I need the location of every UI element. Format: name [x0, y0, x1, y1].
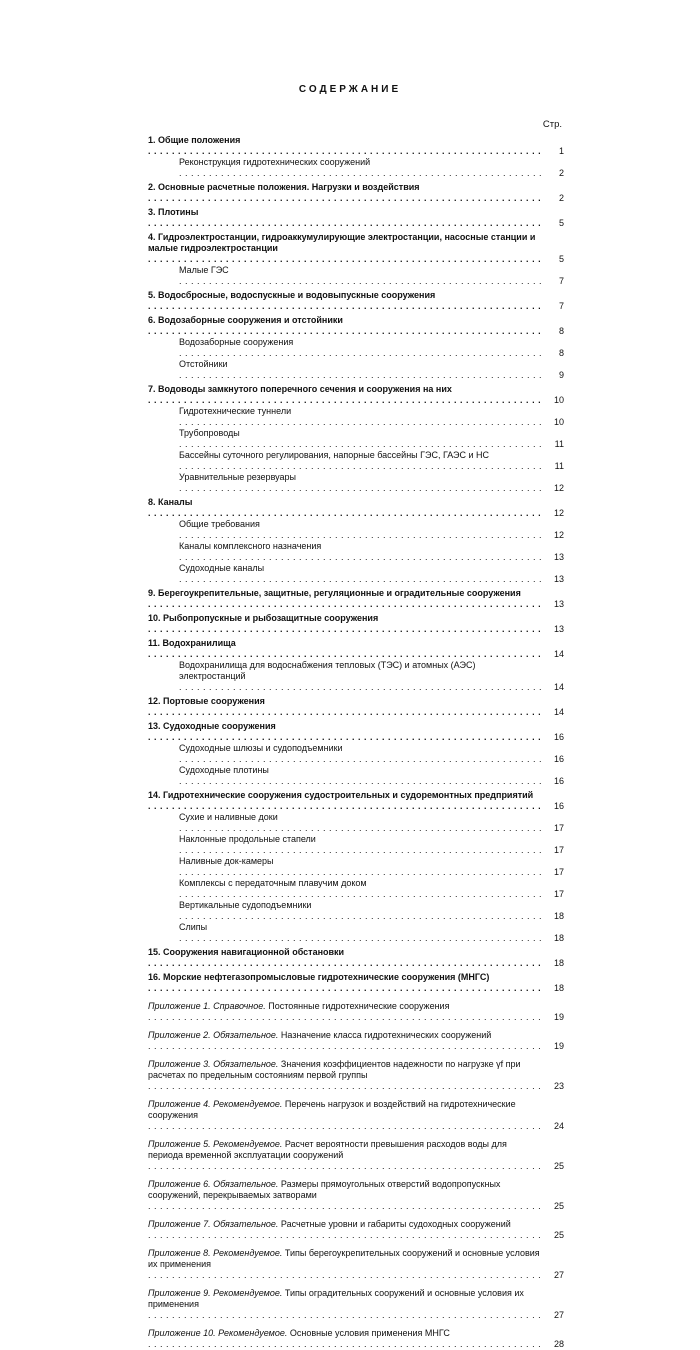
toc-appendix-entry[interactable] — [148, 1139, 564, 1172]
toc-entry[interactable] — [148, 497, 564, 519]
toc-page-number: 1 — [542, 146, 564, 157]
leader-dots — [179, 574, 564, 584]
toc-entry-text: Малые ГЭС — [179, 265, 229, 275]
toc-subentry[interactable] — [148, 541, 564, 563]
toc-page-number: 17 — [542, 845, 564, 856]
toc-entry-text: Сухие и наливные доки — [179, 812, 278, 822]
toc-page-number: 12 — [542, 483, 564, 494]
toc-appendix-label: Приложение 9. Рекомендуемое. — [148, 1288, 285, 1298]
toc-entry-text: Типы оградительных сооружений и основные условия их применения — [148, 1288, 524, 1309]
toc-entry[interactable] — [148, 135, 564, 157]
toc-page-number: 17 — [542, 867, 564, 878]
toc-page-number: 2 — [542, 168, 564, 179]
toc-page-number: 14 — [542, 649, 564, 660]
leader-dots — [148, 1201, 564, 1211]
leader-dots — [148, 254, 564, 264]
toc-page-number: 18 — [542, 958, 564, 969]
toc-appendix-label: Приложение 7. Обязательное. — [148, 1219, 281, 1229]
toc-entry[interactable] — [148, 182, 564, 204]
toc-entry-text: Отстойники — [179, 359, 228, 369]
leader-dots — [179, 348, 564, 358]
toc-appendix-label: Приложение 3. Обязательное. — [148, 1059, 281, 1069]
leader-dots — [179, 867, 564, 877]
leader-dots — [179, 933, 564, 943]
leader-dots — [148, 983, 564, 993]
toc-entry-text: Наливные док-камеры — [179, 856, 274, 866]
toc-appendix-entry[interactable] — [148, 1219, 564, 1241]
toc-entry-text: Бассейны суточного регулирования, напорные бассейны ГЭС, ГАЭС и НС — [179, 450, 490, 460]
toc-entry-text: Судоходные каналы — [179, 563, 265, 573]
toc-entry-text: Расчетные уровни и габариты судоходных сооружений — [280, 1219, 511, 1229]
toc-entry-text: Судоходные шлюзы и судоподъемники — [179, 743, 343, 753]
toc-appendix-entry[interactable] — [148, 1328, 564, 1350]
leader-dots — [148, 649, 564, 659]
toc-entry-text: Значения коэффициентов надежности по нагрузке γf при расчетах по предельным состояниям первой группы — [148, 1059, 521, 1080]
toc-entry-text: 11. Водохранилища — [148, 638, 236, 648]
leader-dots — [148, 1230, 564, 1240]
toc-subentry[interactable] — [148, 834, 564, 856]
toc-page-number: 10 — [542, 395, 564, 406]
leader-dots — [148, 1012, 564, 1022]
leader-dots — [148, 707, 564, 717]
leader-dots — [148, 395, 564, 405]
leader-dots — [179, 845, 564, 855]
toc-entry-text: Общие требования — [179, 519, 260, 529]
toc-entry[interactable] — [148, 207, 564, 229]
toc-page-number: 23 — [542, 1081, 564, 1092]
toc-appendix-label: Приложение 1. Справочное. — [148, 1001, 269, 1011]
toc-entry-text: 5. Водосбросные, водоспускные и водовыпускные сооружения — [148, 290, 436, 300]
toc-page-number: 27 — [542, 1310, 564, 1321]
toc-page-number: 18 — [542, 911, 564, 922]
toc-page-number: 16 — [542, 801, 564, 812]
toc-entry-text: 10. Рыбопропускные и рыбозащитные сооружения — [148, 613, 379, 623]
toc-entry[interactable] — [148, 290, 564, 312]
toc-entry[interactable] — [148, 588, 564, 610]
toc-entry-text: Гидротехнические туннели — [179, 406, 292, 416]
toc-appendix-entry[interactable] — [148, 1248, 564, 1281]
toc-entry-text: 4. Гидроэлектростанции, гидроаккумулирующие электростанции, насосные станции и малые гидроэлектростанции — [148, 232, 536, 253]
toc-appendix-entry[interactable] — [148, 1099, 564, 1132]
toc-subentry[interactable] — [148, 878, 564, 900]
toc-page-number: 2 — [542, 193, 564, 204]
toc-entry-text: Постоянные гидротехнические сооружения — [268, 1001, 450, 1011]
toc-page-number: 7 — [542, 301, 564, 312]
toc-entry-text: 7. Водоводы замкнутого поперечного сечения и сооружения на них — [148, 384, 452, 394]
toc-page-number: 14 — [542, 707, 564, 718]
toc-page-number: 16 — [542, 732, 564, 743]
toc-appendix-label: Приложение 6. Обязательное. — [148, 1179, 281, 1189]
toc-subentry[interactable] — [148, 265, 564, 287]
leader-dots — [148, 801, 564, 811]
toc-subentry[interactable] — [148, 743, 564, 765]
toc-page-number: 19 — [542, 1012, 564, 1023]
toc-entry-text: Слипы — [179, 922, 208, 932]
toc-page-number: 14 — [542, 682, 564, 693]
toc-page-number: 11 — [542, 461, 564, 472]
toc-appendix-entry[interactable] — [148, 1059, 564, 1092]
toc-page-number: 25 — [542, 1201, 564, 1212]
toc-entry[interactable] — [148, 721, 564, 743]
toc-page-number: 25 — [542, 1161, 564, 1172]
toc-page-number: 16 — [542, 754, 564, 765]
toc-page-number: 13 — [542, 552, 564, 563]
leader-dots — [179, 276, 564, 286]
toc-appendix-entry[interactable] — [148, 1001, 564, 1023]
toc-subentry[interactable] — [148, 563, 564, 585]
leader-dots — [179, 461, 564, 471]
leader-dots — [148, 958, 564, 968]
toc-entry-text: 8. Каналы — [148, 497, 193, 507]
toc-entry-text: 16. Морские нефтегазопромысловые гидротехнические сооружения (МНГС) — [148, 972, 490, 982]
toc-entry[interactable] — [148, 613, 564, 635]
toc-appendix-entry[interactable] — [148, 1288, 564, 1321]
leader-dots — [148, 1081, 564, 1091]
toc-entry-text: 15. Сооружения навигационной обстановки — [148, 947, 345, 957]
toc-subentry[interactable] — [148, 765, 564, 787]
toc-entry-text: Перечень нагрузок и воздействий на гидротехнические сооружения — [148, 1099, 516, 1120]
toc-entry-text: Реконструкция гидротехнических сооружений — [179, 157, 371, 167]
toc-page-number: 5 — [542, 254, 564, 265]
toc-entry-text: Типы берегоукрепительных сооружений и основные условия их применения — [148, 1248, 540, 1269]
toc-page-number: 25 — [542, 1230, 564, 1241]
toc-page-number: 12 — [542, 530, 564, 541]
toc-subentry[interactable] — [148, 450, 564, 472]
toc-subentry[interactable] — [148, 856, 564, 878]
toc-entry[interactable] — [148, 696, 564, 718]
leader-dots — [179, 168, 564, 178]
leader-dots — [148, 1310, 564, 1320]
toc-entry-text: Водохранилища для водоснабжения тепловых (ТЭС) и атомных (АЭС) электростанций — [179, 660, 476, 681]
table-of-contents — [148, 132, 564, 1350]
toc-entry-text: Комплексы с передаточным плавучим доком — [179, 878, 367, 888]
toc-subentry[interactable] — [148, 660, 564, 693]
leader-dots — [148, 326, 564, 336]
toc-page-number: 24 — [542, 1121, 564, 1132]
toc-entry-text: Водозаборные сооружения — [179, 337, 294, 347]
toc-page-number: 18 — [542, 933, 564, 944]
toc-page-number: 17 — [542, 823, 564, 834]
leader-dots — [179, 823, 564, 833]
toc-page-number: 13 — [542, 599, 564, 610]
leader-dots — [179, 776, 564, 786]
toc-page-number: 7 — [542, 276, 564, 287]
toc-subentry[interactable] — [148, 812, 564, 834]
toc-entry[interactable] — [148, 972, 564, 994]
leader-dots — [179, 439, 564, 449]
toc-subentry[interactable] — [148, 472, 564, 494]
toc-entry-text: Расчет вероятности превышения расходов воды для периода временной эксплуатации сооружений — [148, 1139, 507, 1160]
toc-entry[interactable] — [148, 232, 564, 265]
toc-page-number: 17 — [542, 889, 564, 900]
toc-page-number: 28 — [542, 1339, 564, 1350]
toc-entry-text: Размеры прямоугольных отверстий водопропускных сооружений, перекрываемых затворами — [148, 1179, 501, 1200]
toc-entry-text: 2. Основные расчетные положения. Нагрузки и воздействия — [148, 182, 420, 192]
toc-page-number: 8 — [542, 326, 564, 337]
toc-entry[interactable] — [148, 315, 564, 337]
toc-entry[interactable] — [148, 638, 564, 660]
toc-entry-text: 3. Плотины — [148, 207, 199, 217]
leader-dots — [148, 1270, 564, 1280]
leader-dots — [179, 370, 564, 380]
toc-subentry[interactable] — [148, 428, 564, 450]
toc-appendix-label: Приложение 8. Рекомендуемое. — [148, 1248, 285, 1258]
toc-entry-text: Каналы комплексного назначения — [179, 541, 322, 551]
toc-appendix-entry[interactable] — [148, 1030, 564, 1052]
toc-appendix-entry[interactable] — [148, 1179, 564, 1212]
toc-page-number: 10 — [542, 417, 564, 428]
leader-dots — [148, 732, 564, 742]
toc-entry-text: Назначение класса гидротехнических сооружений — [280, 1030, 492, 1040]
leader-dots — [148, 508, 564, 518]
toc-page-number: 11 — [542, 439, 564, 450]
toc-page-number: 27 — [542, 1270, 564, 1281]
toc-page-number: 12 — [542, 508, 564, 519]
toc-entry[interactable] — [148, 947, 564, 969]
toc-page-number: 19 — [542, 1041, 564, 1052]
toc-subentry[interactable] — [148, 900, 564, 922]
toc-subentry[interactable] — [148, 519, 564, 541]
toc-entry-text: Вертикальные судоподъемники — [179, 900, 312, 910]
leader-dots — [179, 911, 564, 921]
leader-dots — [148, 193, 564, 203]
leader-dots — [148, 1041, 564, 1051]
toc-subentry[interactable] — [148, 406, 564, 428]
toc-page-number: 16 — [542, 776, 564, 787]
toc-appendix-label: Приложение 4. Рекомендуемое. — [148, 1099, 285, 1109]
toc-entry-text: 6. Водозаборные сооружения и отстойники — [148, 315, 343, 325]
leader-dots — [179, 754, 564, 764]
toc-appendix-label: Приложение 10. Рекомендуемое. — [148, 1328, 290, 1338]
leader-dots — [179, 682, 564, 692]
leader-dots — [148, 599, 564, 609]
toc-entry-text: 1. Общие положения — [148, 135, 241, 145]
leader-dots — [179, 483, 564, 493]
toc-entry-text: Наклонные продольные стапели — [179, 834, 316, 844]
leader-dots — [148, 146, 564, 156]
toc-entry-text: Основные условия применения МНГС — [289, 1328, 450, 1338]
toc-appendix-label: Приложение 2. Обязательное. — [148, 1030, 281, 1040]
leader-dots — [148, 218, 564, 228]
toc-subentry[interactable] — [148, 922, 564, 944]
toc-entry-text: 9. Берегоукрепительные, защитные, регуляционные и оградительные сооружения — [148, 588, 521, 598]
toc-page-number: 18 — [542, 983, 564, 994]
toc-page-number: 9 — [542, 370, 564, 381]
toc-page-number: 13 — [542, 624, 564, 635]
toc-subentry[interactable] — [148, 337, 564, 359]
leader-dots — [148, 1121, 564, 1131]
toc-page-number: 8 — [542, 348, 564, 359]
page-column-label: Стр. — [542, 119, 562, 130]
leader-dots — [148, 301, 564, 311]
toc-entry[interactable] — [148, 790, 564, 812]
leader-dots — [148, 1161, 564, 1171]
toc-page-number: 13 — [542, 574, 564, 585]
toc-entry[interactable] — [148, 384, 564, 406]
leader-dots — [179, 530, 564, 540]
toc-subentry[interactable] — [148, 359, 564, 381]
toc-appendix-label: Приложение 5. Рекомендуемое. — [148, 1139, 285, 1149]
toc-subentry[interactable] — [148, 157, 564, 179]
toc-entry-text: Трубопроводы — [179, 428, 240, 438]
leader-dots — [148, 1339, 564, 1349]
toc-entry-text: 14. Гидротехнические сооружения судостроительных и судоремонтных предприятий — [148, 790, 534, 800]
page-title: СОДЕРЖАНИЕ — [298, 84, 402, 95]
leader-dots — [179, 889, 564, 899]
leader-dots — [148, 624, 564, 634]
leader-dots — [179, 552, 564, 562]
toc-page-number: 5 — [542, 218, 564, 229]
toc-entry-text: Судоходные плотины — [179, 765, 269, 775]
toc-entry-text: 12. Портовые сооружения — [148, 696, 265, 706]
toc-entry-text: Уравнительные резервуары — [179, 472, 297, 482]
leader-dots — [179, 417, 564, 427]
toc-entry-text: 13. Судоходные сооружения — [148, 721, 276, 731]
